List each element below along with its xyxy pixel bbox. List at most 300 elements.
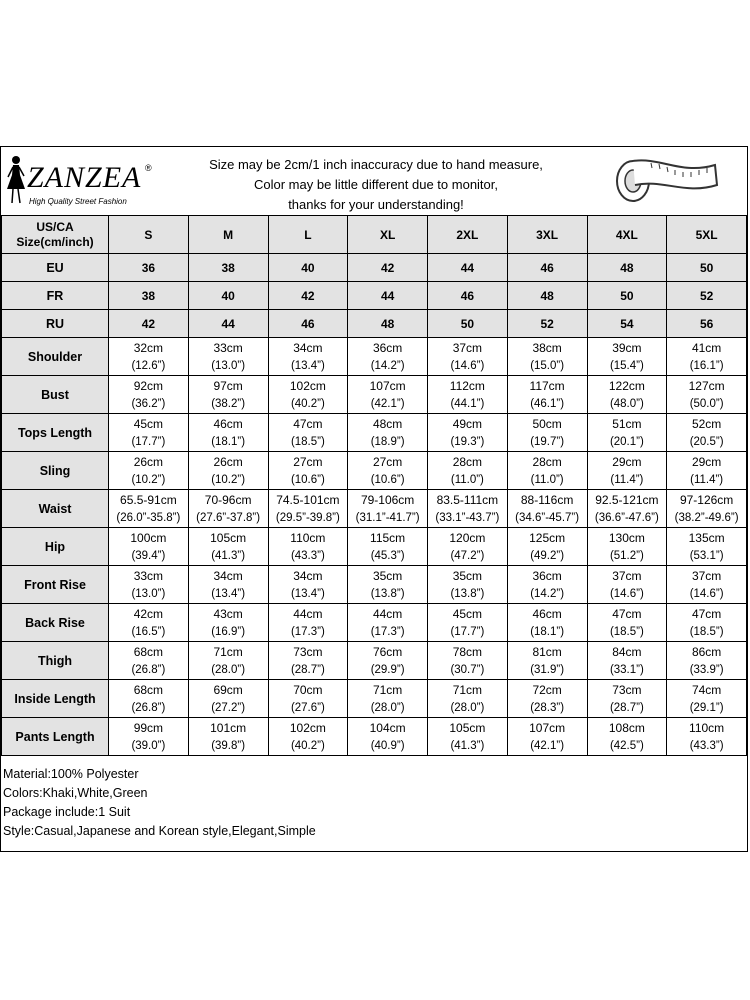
inch-value: (13.4”) [211, 587, 246, 600]
size-header-row [2, 216, 747, 254]
inch-value: (20.5”) [689, 435, 724, 448]
measurement-cell [188, 414, 268, 452]
measurement-cell [587, 642, 667, 680]
cm-value: 102cm [289, 720, 326, 735]
measurement-cell [109, 490, 189, 528]
size-value: 48 [507, 282, 587, 310]
size-header: S [109, 216, 189, 254]
cm-value: 47cm [293, 416, 323, 431]
size-value: 38 [109, 282, 189, 310]
measurement-cell [268, 718, 348, 756]
measurement-cell [507, 642, 587, 680]
inch-value: (18.1”) [530, 625, 565, 638]
cm-value: 28cm [532, 454, 562, 469]
inch-value: (16.5”) [131, 625, 166, 638]
cm-value: 110cm [290, 530, 326, 545]
measurement-cell [109, 338, 189, 376]
measurement-cell [507, 566, 587, 604]
cm-value: 42cm [133, 606, 164, 621]
inch-value: (16.1”) [689, 359, 724, 372]
inch-value: (38.2”) [211, 397, 246, 410]
cm-value: 115cm [370, 530, 406, 545]
measurement-cell [109, 566, 189, 604]
inch-value: (17.7”) [131, 435, 166, 448]
cm-value: 35cm [372, 568, 403, 583]
measurement-cell [667, 490, 747, 528]
measurement-cell [587, 718, 667, 756]
size-chart [0, 146, 748, 852]
measurement-cell [587, 680, 667, 718]
inch-value: (45.3”) [370, 549, 405, 562]
measurement-cell [109, 528, 189, 566]
size-value: 42 [268, 282, 348, 310]
cm-value: 36cm [372, 340, 403, 355]
row-label: Bust [2, 376, 109, 414]
inch-value: (10.6”) [370, 473, 405, 486]
inch-value: (42.5”) [609, 739, 644, 752]
measurement-cell [587, 338, 667, 376]
cm-value: 29cm [612, 454, 642, 469]
cm-value: 26cm [213, 454, 243, 469]
cm-value: 33cm [133, 568, 164, 583]
inch-value: (11.0”) [530, 473, 564, 486]
inch-value: (17.7”) [450, 625, 485, 638]
cm-value: 71cm [452, 682, 483, 697]
inch-value: (18.5”) [290, 435, 325, 448]
brand-name: ZANZEA [27, 161, 142, 194]
inch-value: (26.8”) [131, 663, 166, 676]
size-value: 42 [348, 254, 428, 282]
size-value: 44 [348, 282, 428, 310]
inch-value: (11.4”) [690, 473, 724, 486]
size-header: 5XL [667, 216, 747, 254]
measurement-cell [587, 566, 667, 604]
size-value: 50 [587, 282, 667, 310]
inch-value: (29.1”) [689, 701, 724, 714]
inch-value: (50.0”) [689, 397, 724, 410]
cm-value: 74.5-101cm [276, 492, 340, 507]
measurement-row [2, 680, 747, 718]
size-table [1, 215, 747, 756]
cm-value: 47cm [691, 606, 722, 621]
inch-value: (41.3”) [450, 739, 485, 752]
inch-value: (28.3”) [530, 701, 565, 714]
cm-value: 44cm [372, 606, 403, 621]
measurement-cell [587, 490, 667, 528]
cm-value: 79-106cm [360, 492, 415, 507]
size-header: L [268, 216, 348, 254]
measurement-cell [188, 642, 268, 680]
cm-value: 32cm [133, 340, 164, 355]
row-label: Shoulder [2, 338, 109, 376]
measurement-cell [428, 566, 508, 604]
size-header: 2XL [428, 216, 508, 254]
cm-value: 83.5-111cm [436, 492, 499, 507]
inch-value: (10.2”) [211, 473, 246, 486]
measurement-cell [188, 604, 268, 642]
cm-value: 37cm [452, 340, 483, 355]
inch-value: (19.3”) [450, 435, 485, 448]
inch-value: (29.5”-39.8”) [275, 511, 340, 524]
inch-value: (14.2”) [370, 359, 405, 372]
inch-value: (39.4”) [131, 549, 166, 562]
inch-value: (14.2”) [530, 587, 565, 600]
measurement-cell [507, 680, 587, 718]
measurement-cell [507, 338, 587, 376]
measurement-cell [268, 414, 348, 452]
cm-value: 37cm [612, 568, 642, 583]
measurement-cell [587, 376, 667, 414]
size-value: 38 [188, 254, 268, 282]
size-header: M [188, 216, 268, 254]
measurement-cell [188, 338, 268, 376]
measurement-cell [268, 452, 348, 490]
measurement-cell [667, 566, 747, 604]
measurement-cell [667, 604, 747, 642]
inch-value: (43.3”) [290, 549, 325, 562]
measurement-cell [507, 528, 587, 566]
measurement-row [2, 528, 747, 566]
measurement-row [2, 376, 747, 414]
measurement-cell [587, 452, 667, 490]
inch-value: (13.8”) [450, 587, 485, 600]
measurement-cell [268, 604, 348, 642]
measurement-cell [667, 642, 747, 680]
measurement-cell [348, 490, 428, 528]
measurement-cell [507, 376, 587, 414]
brand-tagline: High Quality Street Fashion [29, 197, 127, 206]
measurement-cell [109, 680, 189, 718]
cm-value: 107cm [529, 720, 566, 735]
measurement-cell [428, 414, 508, 452]
cm-value: 78cm [452, 644, 483, 659]
size-value: 42 [109, 310, 189, 338]
measurement-cell [348, 642, 428, 680]
inch-value: (19.7”) [530, 435, 565, 448]
inch-value: (43.3”) [689, 739, 724, 752]
measurement-cell [348, 604, 428, 642]
inch-value: (14.6”) [450, 359, 485, 372]
measurement-cell [507, 452, 587, 490]
cm-value: 48cm [372, 416, 403, 431]
inch-value: (13.8”) [370, 587, 405, 600]
cm-value: 104cm [369, 720, 406, 735]
inch-value: (27.2”) [211, 701, 246, 714]
cm-value: 71cm [372, 682, 403, 697]
inch-value: (27.6”) [290, 701, 325, 714]
cm-value: 97-126cm [679, 492, 734, 507]
cm-value: 81cm [532, 644, 562, 659]
cm-value: 45cm [452, 606, 483, 621]
corner-label: Size(cm/inch) [16, 234, 94, 249]
measurement-cell [428, 528, 508, 566]
cm-value: 34cm [293, 340, 323, 355]
cm-value: 52cm [691, 416, 722, 431]
cm-value: 110cm [689, 720, 725, 735]
inch-value: (42.1”) [530, 739, 565, 752]
inch-value: (40.2”) [290, 397, 325, 410]
cm-value: 125cm [529, 530, 566, 545]
cm-value: 105cm [449, 720, 486, 735]
cm-value: 49cm [452, 416, 483, 431]
size-value: 44 [188, 310, 268, 338]
inch-value: (27.6”-37.8”) [196, 511, 261, 524]
measurement-cell [507, 604, 587, 642]
measurement-cell [109, 452, 189, 490]
inch-value: (30.7”) [450, 663, 485, 676]
cm-value: 27cm [293, 454, 323, 469]
inch-value: (41.3”) [211, 549, 246, 562]
size-conversion-row [2, 310, 747, 338]
measurement-row [2, 718, 747, 756]
inch-value: (31.9”) [530, 663, 565, 676]
cm-value: 43cm [213, 606, 243, 621]
inch-value: (16.9”) [211, 625, 246, 638]
measurement-cell [587, 604, 667, 642]
inch-value: (18.1”) [211, 435, 246, 448]
inch-value: (40.9”) [370, 739, 405, 752]
row-label: Sling [2, 452, 109, 490]
measurement-cell [268, 566, 348, 604]
cm-value: 47cm [612, 606, 642, 621]
cm-value: 29cm [691, 454, 722, 469]
inch-value: (53.1”) [689, 549, 724, 562]
cm-value: 65.5-91cm [120, 492, 177, 507]
measurement-cell [109, 642, 189, 680]
measurement-cell [188, 528, 268, 566]
measurement-cell [667, 528, 747, 566]
size-value: 40 [268, 254, 348, 282]
size-value: 50 [667, 254, 747, 282]
measurement-cell [428, 376, 508, 414]
measuring-tape-icon [611, 151, 721, 211]
cm-value: 120cm [449, 530, 486, 545]
measurement-cell [587, 528, 667, 566]
size-value: 52 [667, 282, 747, 310]
measurement-cell [667, 414, 747, 452]
measurement-row [2, 414, 747, 452]
cm-value: 72cm [532, 682, 562, 697]
corner-label: US/CA [36, 219, 74, 234]
cm-value: 102cm [289, 378, 326, 393]
measurement-cell [348, 566, 428, 604]
inch-value: (15.4”) [609, 359, 644, 372]
cm-value: 68cm [133, 682, 164, 697]
size-value: 54 [587, 310, 667, 338]
cm-value: 130cm [608, 530, 645, 545]
size-value: 40 [188, 282, 268, 310]
inch-value: (38.2”-49.6”) [674, 511, 739, 524]
cm-value: 51cm [612, 416, 642, 431]
measurement-cell [428, 642, 508, 680]
measurement-cell [507, 718, 587, 756]
measurement-cell [667, 376, 747, 414]
inch-value: (28.0”) [211, 663, 246, 676]
cm-value: 50cm [532, 416, 562, 431]
fashion-figure-icon [5, 155, 27, 205]
measurement-cell [348, 680, 428, 718]
measurement-notice [181, 155, 571, 215]
inch-value: (33.1”) [609, 663, 644, 676]
cm-value: 99cm [133, 720, 164, 735]
notice-line: Color may be little different due to monitor, [254, 177, 498, 192]
row-label: Thigh [2, 642, 109, 680]
cm-value: 76cm [372, 644, 403, 659]
size-header: XL [348, 216, 428, 254]
cm-value: 34cm [213, 568, 243, 583]
inch-value: (10.2”) [131, 473, 166, 486]
inch-value: (18.5”) [689, 625, 724, 638]
inch-value: (13.0”) [131, 587, 166, 600]
measurement-cell [428, 338, 508, 376]
measurement-row [2, 338, 747, 376]
cm-value: 41cm [691, 340, 722, 355]
row-label: FR [2, 282, 109, 310]
measurement-cell [348, 528, 428, 566]
measurement-row [2, 642, 747, 680]
measurement-cell [268, 376, 348, 414]
inch-value: (42.1”) [370, 397, 405, 410]
inch-value: (26.0”-35.8”) [116, 511, 181, 524]
size-value: 50 [428, 310, 508, 338]
measurement-cell [667, 718, 747, 756]
cm-value: 46cm [213, 416, 243, 431]
measurement-cell [667, 680, 747, 718]
row-label: Hip [2, 528, 109, 566]
cm-value: 122cm [608, 378, 645, 393]
measurement-cell [348, 718, 428, 756]
inch-value: (17.3”) [370, 625, 405, 638]
cm-value: 39cm [612, 340, 642, 355]
cm-value: 38cm [532, 340, 562, 355]
measurement-cell [109, 414, 189, 452]
measurement-cell [188, 680, 268, 718]
size-value: 52 [507, 310, 587, 338]
measurement-cell [188, 490, 268, 528]
measurement-cell [587, 414, 667, 452]
measurement-row [2, 452, 747, 490]
cm-value: 84cm [612, 644, 642, 659]
size-value: 36 [109, 254, 189, 282]
cm-value: 100cm [130, 530, 167, 545]
inch-value: (46.1”) [530, 397, 565, 410]
measurement-row [2, 490, 747, 528]
cm-value: 68cm [133, 644, 164, 659]
size-conversion-row [2, 254, 747, 282]
cm-value: 127cm [688, 378, 725, 393]
row-label: EU [2, 254, 109, 282]
cm-value: 71cm [213, 644, 243, 659]
inch-value: (48.0”) [609, 397, 644, 410]
row-label: Waist [2, 490, 109, 528]
cm-value: 70cm [293, 682, 323, 697]
cm-value: 117cm [529, 378, 565, 393]
row-label: RU [2, 310, 109, 338]
size-value: 46 [507, 254, 587, 282]
row-label: Inside Length [2, 680, 109, 718]
inch-value: (20.1”) [609, 435, 644, 448]
inch-value: (49.2”) [530, 549, 565, 562]
measurement-cell [188, 566, 268, 604]
cm-value: 105cm [210, 530, 247, 545]
inch-value: (11.0”) [450, 473, 484, 486]
inch-value: (18.5”) [609, 625, 644, 638]
notice-line: Size may be 2cm/1 inch inaccuracy due to hand measure, [209, 157, 543, 172]
cm-value: 37cm [691, 568, 722, 583]
inch-value: (13.0”) [211, 359, 246, 372]
measurement-cell [268, 642, 348, 680]
cm-value: 26cm [133, 454, 164, 469]
cm-value: 27cm [372, 454, 403, 469]
measurement-cell [428, 604, 508, 642]
inch-value: (36.2”) [131, 397, 166, 410]
inch-value: (39.8”) [211, 739, 246, 752]
measurement-cell [188, 452, 268, 490]
inch-value: (31.1”-41.7”) [355, 511, 420, 524]
measurement-cell [188, 376, 268, 414]
inch-value: (14.6”) [689, 587, 724, 600]
cm-value: 73cm [293, 644, 323, 659]
cm-value: 92.5-121cm [595, 492, 659, 507]
inch-value: (13.4”) [290, 359, 325, 372]
measurement-cell [348, 376, 428, 414]
inch-value: (39.0”) [131, 739, 166, 752]
inch-value: (44.1”) [450, 397, 485, 410]
measurement-cell [428, 490, 508, 528]
measurement-cell [268, 338, 348, 376]
size-value: 44 [428, 254, 508, 282]
inch-value: (33.9”) [689, 663, 724, 676]
measurement-cell [348, 414, 428, 452]
cm-value: 46cm [532, 606, 562, 621]
style-line: Style:Casual,Japanese and Korean style,Elegant,Simple [3, 824, 316, 838]
cm-value: 74cm [691, 682, 722, 697]
inch-value: (17.3”) [290, 625, 325, 638]
cm-value: 135cm [688, 530, 725, 545]
brand-logo [5, 155, 155, 207]
measurement-cell [348, 452, 428, 490]
cm-value: 33cm [213, 340, 243, 355]
cm-value: 28cm [452, 454, 483, 469]
cm-value: 36cm [532, 568, 562, 583]
inch-value: (34.6”-45.7”) [515, 511, 580, 524]
measurement-row [2, 566, 747, 604]
cm-value: 73cm [612, 682, 642, 697]
cm-value: 69cm [213, 682, 243, 697]
measurement-cell [667, 338, 747, 376]
notice-line: thanks for your understanding! [288, 197, 464, 212]
inch-value: (28.7”) [609, 701, 644, 714]
size-conversion-row [2, 282, 747, 310]
cm-value: 88-116cm [520, 492, 574, 507]
measurement-cell [428, 680, 508, 718]
corner-cell [2, 216, 109, 254]
colors-line: Colors:Khaki,White,Green [3, 786, 148, 800]
inch-value: (28.0”) [370, 701, 405, 714]
cm-value: 92cm [133, 378, 164, 393]
inch-value: (10.6”) [290, 473, 325, 486]
measurement-cell [428, 718, 508, 756]
inch-value: (13.4”) [290, 587, 325, 600]
cm-value: 86cm [691, 644, 722, 659]
measurement-cell [507, 490, 587, 528]
size-value: 56 [667, 310, 747, 338]
inch-value: (14.6”) [609, 587, 644, 600]
package-line: Package include:1 Suit [3, 805, 131, 819]
cm-value: 107cm [369, 378, 406, 393]
cm-value: 108cm [608, 720, 645, 735]
cm-value: 70-96cm [204, 492, 252, 507]
